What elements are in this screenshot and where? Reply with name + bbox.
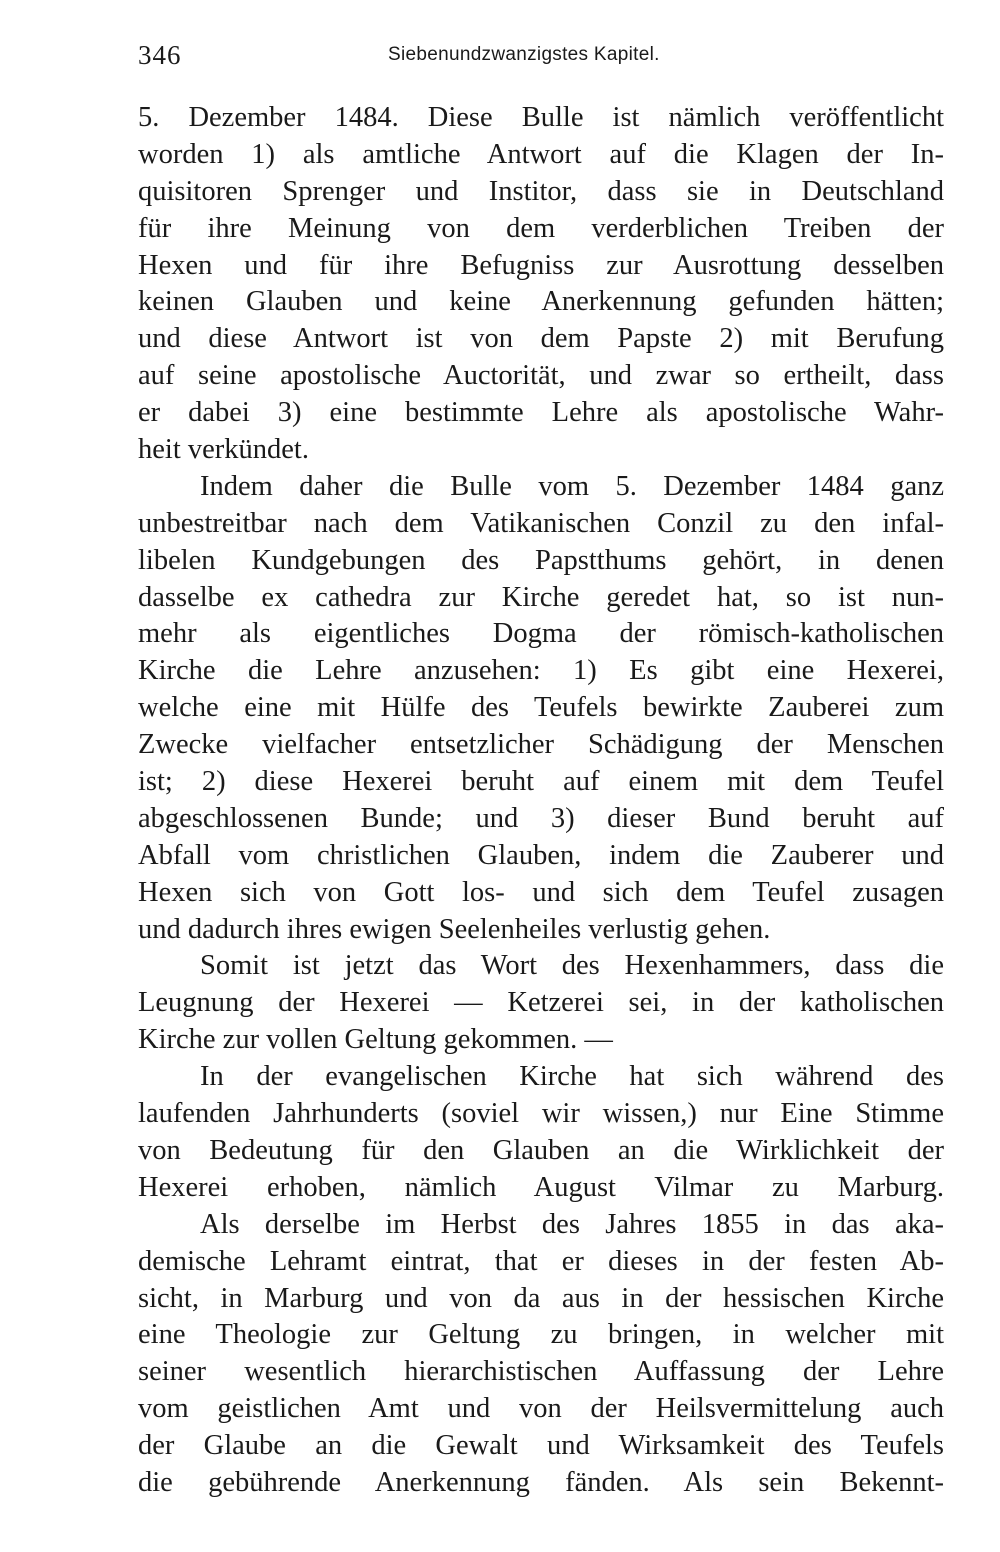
text-line: laufenden Jahrhunderts (soviel wir wissen,) nur Eine Stimme [138,1098,944,1130]
text-line: die gebührende Anerkennung fänden. Als sein Bekennt- [138,1466,944,1498]
text-line: Hexen und für ihre Befugniss zur Ausrottung desselben [138,249,944,281]
text-line: von Bedeutung für den Glauben an die Wirklichkeit der [138,1134,944,1166]
text-line: seiner wesentlich hierarchistischen Auffassung der Lehre [138,1356,944,1388]
page-number: 346 [138,40,182,70]
text-line: worden 1) als amtliche Antwort auf die Klagen der In- [138,138,944,170]
text-line: Zwecke vielfacher entsetzlicher Schädigung der Menschen [138,729,944,761]
text-line: Als derselbe im Herbst des Jahres 1855 in das aka- [200,1208,944,1240]
text-line: heit verkündet. [138,434,309,466]
text-line: 5. Dezember 1484. Diese Bulle ist nämlich veröffentlicht [138,102,944,133]
body-text [138,100,944,1502]
text-line: Hexen sich von Gott los- und sich dem Teufel zusagen [138,876,944,908]
text-line: welche eine mit Hülfe des Teufels bewirkte Zauberei zum [138,692,944,724]
text-line: libelen Kundgebungen des Papstthums gehört, in denen [138,544,944,576]
text-line: er dabei 3) eine bestimmte Lehre als apostolische Wahr- [138,397,944,429]
text-line: Kirche die Lehre anzusehen: 1) Es gibt eine Hexerei, [138,655,944,687]
text-line: ist; 2) diese Hexerei beruht auf einem mit dem Teufel [138,766,944,798]
text-line: Hexerei erhoben, nämlich August Vilmar zu Marburg. [138,1171,944,1203]
page-header [138,40,944,80]
text-line: Leugnung der Hexerei — Ketzerei sei, in der katholischen [138,987,944,1019]
text-line: sicht, in Marburg und von da aus in der hessischen Kirche [138,1282,944,1314]
text-line: auf seine apostolische Auctorität, und zwar so ertheilt, dass [138,360,944,392]
text-line: und diese Antwort ist von dem Papste 2) mit Berufung [138,323,944,355]
text-line: und dadurch ihres ewigen Seelenheiles verlustig gehen. [138,913,771,945]
text-line: In der evangelischen Kirche hat sich während des [200,1061,944,1093]
text-line: für ihre Meinung von dem verderblichen Treiben der [138,212,944,244]
text-line: quisitoren Sprenger und Institor, dass sie in Deutschland [138,175,944,207]
text-line: demische Lehramt eintrat, that er dieses in der festen Ab- [138,1245,944,1277]
text-line: Abfall vom christlichen Glauben, indem die Zauberer und [138,839,944,871]
text-line: mehr als eigentliches Dogma der römisch-katholischen [138,618,944,650]
text-line: Somit ist jetzt das Wort des Hexenhammers, dass die [200,950,944,982]
text-line: Kirche zur vollen Geltung gekommen. — [138,1024,613,1056]
text-line: der Glaube an die Gewalt und Wirksamkeit des Teufels [138,1430,944,1462]
running-head: Siebenundzwanzigstes Kapitel. [388,44,660,65]
text-line: dasselbe ex cathedra zur Kirche geredet hat, so ist nun- [138,581,944,613]
text-line: keinen Glauben und keine Anerkennung gefunden hätten; [138,286,944,318]
text-line: eine Theologie zur Geltung zu bringen, in welcher mit [138,1319,944,1351]
text-line: unbestreitbar nach dem Vatikanischen Conzil zu den infal- [138,507,944,539]
text-line: vom geistlichen Amt und von der Heilsvermittelung auch [138,1393,944,1425]
text-line: Indem daher die Bulle vom 5. Dezember 1484 ganz [200,470,944,502]
text-line: abgeschlossenen Bunde; und 3) dieser Bund beruht auf [138,802,944,834]
